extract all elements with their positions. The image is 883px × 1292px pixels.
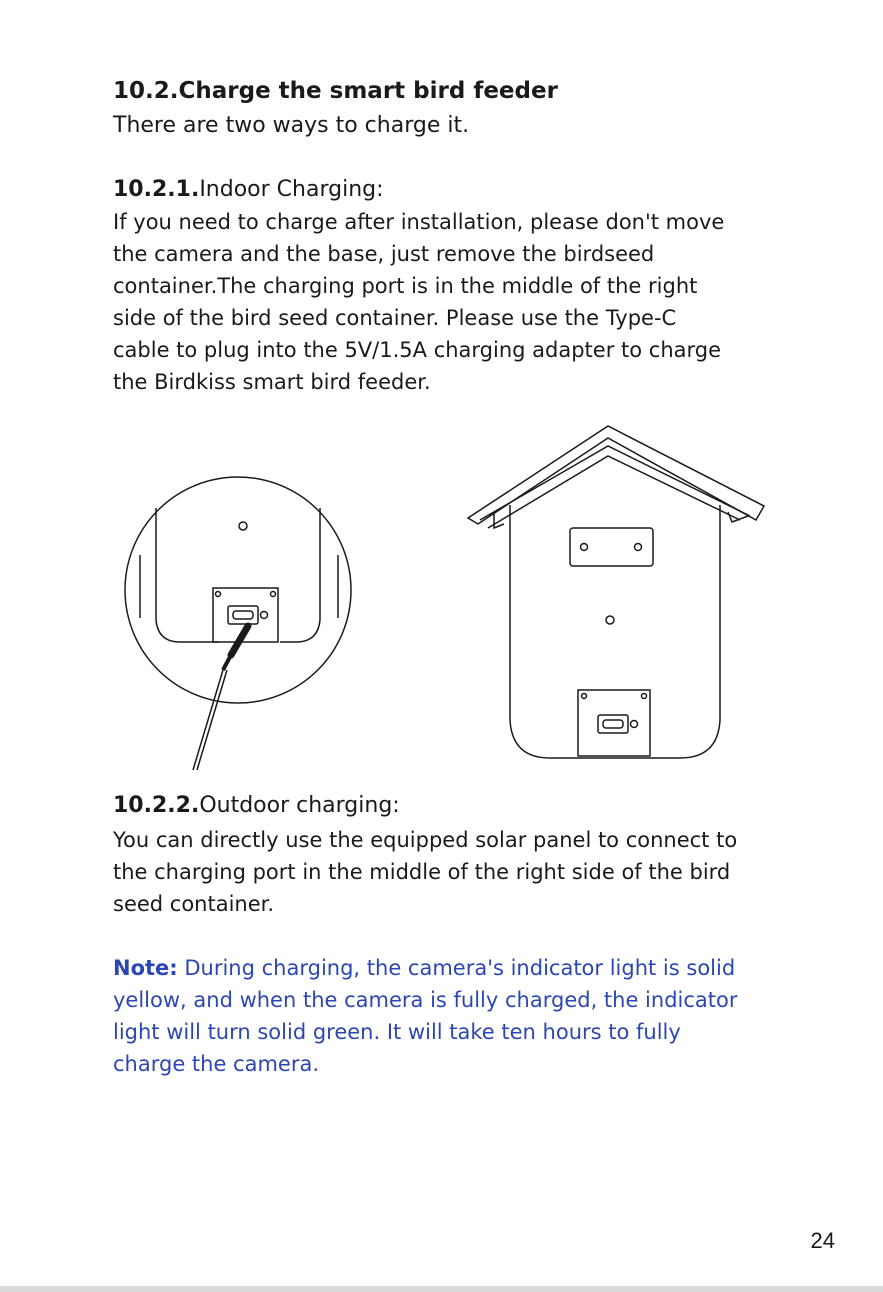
note-line: charge the camera. (113, 1052, 320, 1076)
page-number: 24 (810, 1228, 835, 1253)
bottom-rule (0, 1286, 883, 1292)
indoor-line: cable to plug into the 5V/1.5A charging adapter to charge (113, 338, 722, 362)
magnifier-circle (125, 477, 351, 703)
section-intro: There are two ways to charge it. (113, 113, 470, 138)
indoor-line: container.The charging port is in the middle of the right (113, 274, 698, 298)
outdoor-line: You can directly use the equipped solar panel to connect to (113, 828, 738, 852)
indoor-heading (113, 174, 803, 206)
screw-hole-icon (239, 522, 247, 530)
outdoor-title: Outdoor charging: (199, 793, 400, 818)
note-line: light will turn solid green. It will take ten hours to fully (113, 1020, 681, 1044)
indoor-line: If you need to charge after installation, please don't move (113, 210, 725, 234)
indoor-line: side of the bird seed container. Please use the Type-C (113, 306, 677, 330)
charging-port-closeup-illustration (118, 470, 368, 775)
indoor-number: 10.2.1. (113, 177, 200, 202)
outdoor-line: seed container. (113, 892, 275, 916)
screw-hole-icon (606, 616, 614, 624)
indoor-line: the Birdkiss smart bird feeder. (113, 370, 431, 394)
container-left-edge (156, 508, 218, 642)
port-cover (578, 690, 650, 756)
outdoor-heading (113, 790, 803, 822)
outdoor-body (113, 824, 803, 920)
outdoor-line: the charging port in the middle of the right side of the bird (113, 860, 731, 884)
mount-plate (570, 528, 653, 566)
indoor-title: Indoor Charging: (199, 177, 384, 202)
cable-plug (231, 626, 248, 655)
bird-feeder-back-illustration (460, 420, 770, 760)
note-line: During charging, the camera's indicator light is solid (177, 956, 736, 980)
outdoor-number: 10.2.2. (113, 793, 200, 818)
note-block (113, 952, 803, 1080)
container-right-edge (280, 508, 320, 642)
note-label: Note: (113, 956, 178, 980)
section-title: 10.2.Charge the smart bird feeder (113, 78, 558, 104)
note-line: yellow, and when the camera is fully charged, the indicator (113, 988, 738, 1012)
indoor-line: the camera and the base, just remove the birdseed (113, 242, 655, 266)
indoor-body (113, 206, 803, 398)
